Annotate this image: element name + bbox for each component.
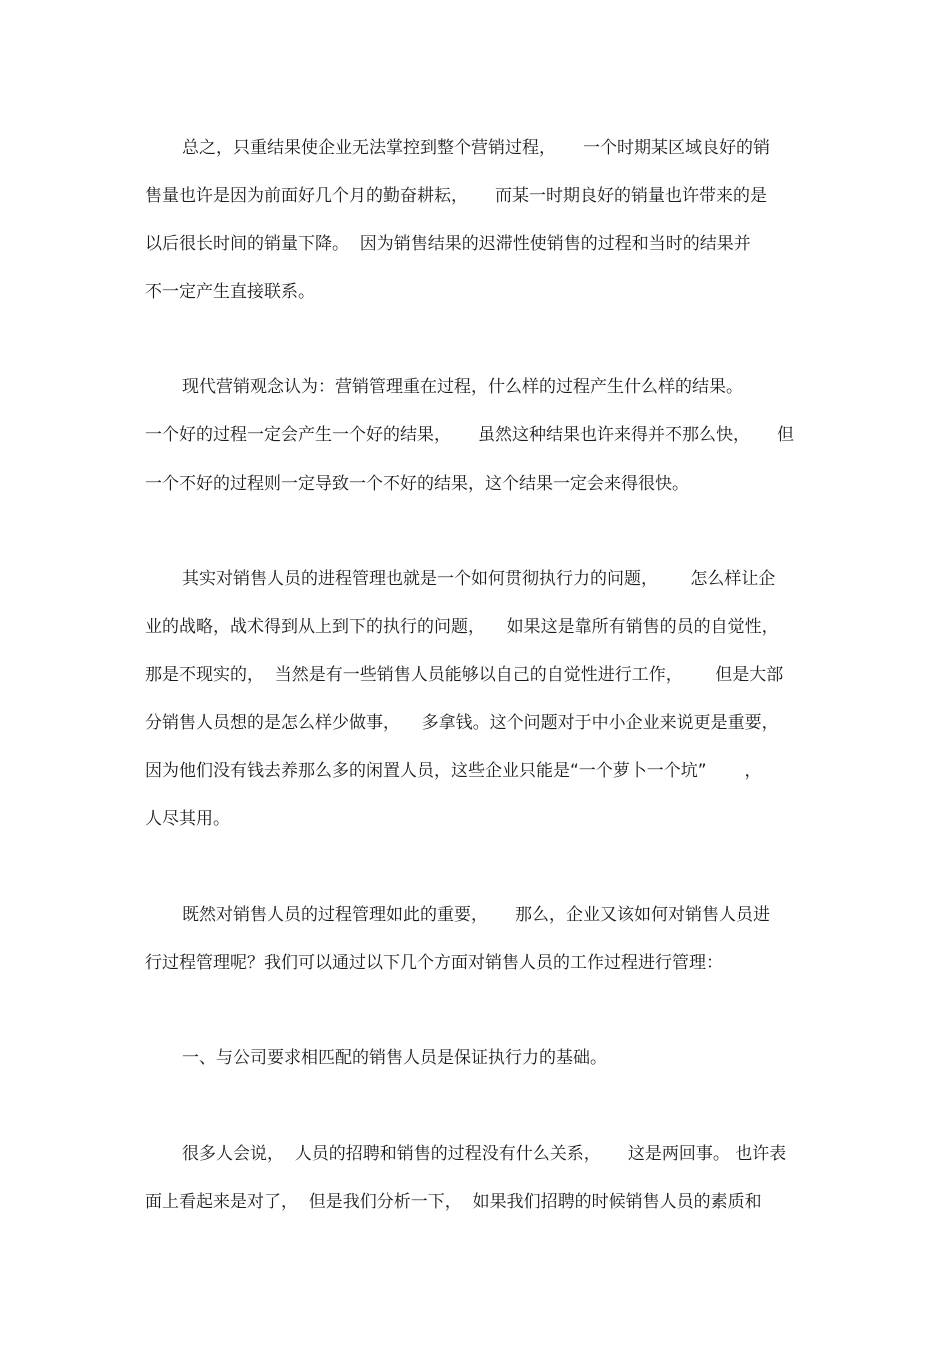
paragraph-line: 行过程管理呢？我们可以通过以下几个方面对销售人员的工作过程进行管理： xyxy=(145,953,723,973)
paragraph-line: 总之，只重结果使企业无法掌控到整个营销过程， 一个时期某区域良好的销 xyxy=(182,138,771,158)
section-heading-line: 一、与公司要求相匹配的销售人员是保证执行力的基础。 xyxy=(182,1048,607,1068)
paragraph-line: 因为他们没有钱去养那么多的闲置人员，这些企业只能是“一个萝卜一个坑” ， xyxy=(145,761,762,781)
paragraph-line: 面上看起来是对了， 但是我们分析一下， 如果我们招聘的时候销售人员的素质和 xyxy=(145,1192,762,1212)
paragraph-line: 以后很长时间的销量下降。 因为销售结果的迟滞性使销售的过程和当时的结果并 xyxy=(145,234,751,254)
paragraph-line: 人尽其用。 xyxy=(145,809,230,829)
paragraph-line: 分销售人员想的是怎么样少做事， 多拿钱。这个问题对于中小企业来说更是重要， xyxy=(145,713,779,733)
paragraph-line: 业的战略，战术得到从上到下的执行的问题， 如果这是靠所有销售的员的自觉性， xyxy=(145,617,779,637)
paragraph-line: 现代营销观念认为：营销管理重在过程，什么样的过程产生什么样的结果。 xyxy=(182,377,743,397)
paragraph-line: 很多人会说， 人员的招聘和销售的过程没有什么关系， 这是两回事。 也许表 xyxy=(182,1144,787,1164)
paragraph-line: 一个不好的过程则一定导致一个不好的结果，这个结果一定会来得很快。 xyxy=(145,474,689,494)
paragraph-line: 售量也许是因为前面好几个月的勤奋耕耘， 而某一时期良好的销量也许带来的是 xyxy=(145,186,768,206)
paragraph-line: 其实对销售人员的进程管理也就是一个如何贯彻执行力的问题， 怎么样让企 xyxy=(182,569,776,589)
paragraph-line: 一个好的过程一定会产生一个好的结果， 虽然这种结果也许来得并不那么快， 但 xyxy=(145,425,795,445)
paragraph-line: 既然对销售人员的过程管理如此的重要， 那么，企业又该如何对销售人员进 xyxy=(182,905,771,925)
paragraph-line: 那是不现实的， 当然是有一些销售人员能够以自己的自觉性进行工作， 但是大部 xyxy=(145,665,784,685)
paragraph-line: 不一定产生直接联系。 xyxy=(145,282,315,302)
